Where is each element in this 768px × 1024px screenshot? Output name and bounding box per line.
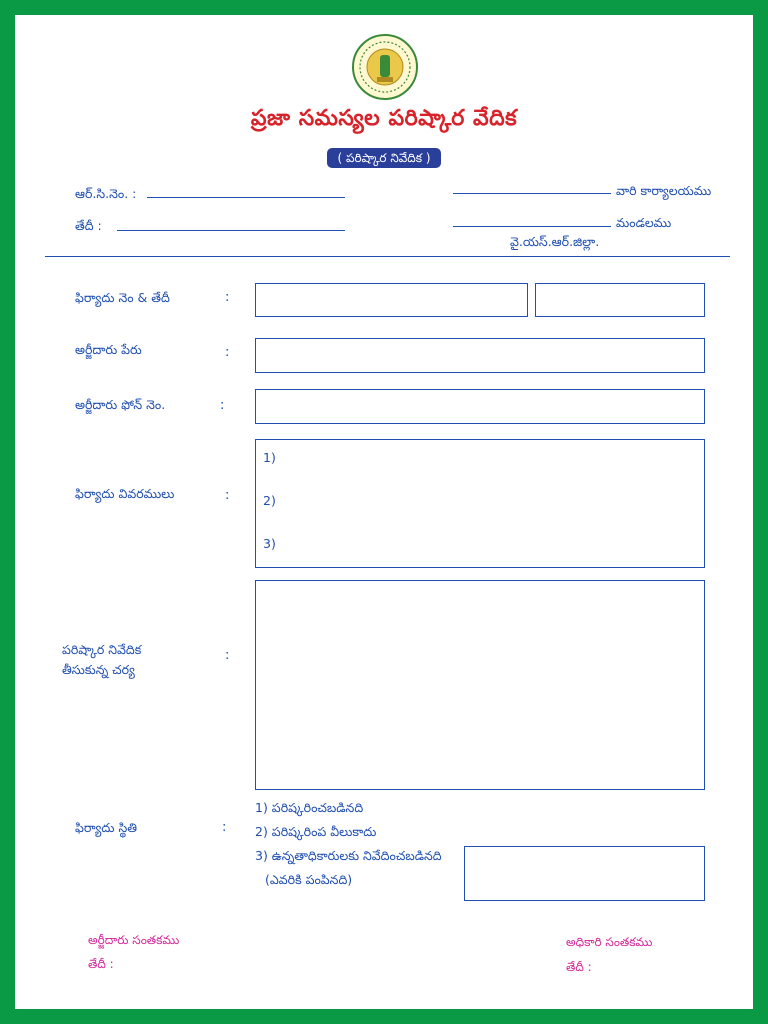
applicant-signature-label: అర్జీదారు సంతకము — [88, 933, 180, 947]
section-divider — [45, 256, 730, 257]
applicant-name-label: అర్జీదారు పేరు — [75, 342, 142, 357]
report-subtitle-badge: ( పరిష్కార నివేదిక ) — [327, 148, 440, 168]
colon: : — [225, 345, 230, 360]
applicant-phone-label: అర్జీదారు ఫోన్ నెం. — [75, 397, 166, 412]
forwarded-to-field[interactable] — [464, 846, 705, 901]
officer-date-label: తేదీ : — [566, 960, 592, 974]
colon: : — [225, 648, 230, 663]
rc-no-label: ఆర్.సి.నెం. : — [75, 186, 137, 201]
details-item-3: 3) — [263, 536, 276, 551]
state-emblem-icon — [351, 33, 419, 101]
action-label-line2: తీసుకున్న చర్య — [62, 662, 135, 677]
subtitle-wrap — [0, 147, 768, 168]
status-option-1[interactable]: 1) పరిష్కరించబడినది — [255, 800, 364, 815]
mandal-label: మండలము — [616, 215, 672, 230]
officer-signature-label: అధికారి సంతకము — [566, 935, 653, 949]
status-option-2[interactable]: 2) పరిష్కరింప వీలుకాదు — [255, 824, 377, 839]
complaint-details-field[interactable] — [255, 439, 705, 568]
details-item-1: 1) — [263, 450, 276, 465]
complaint-details-label: ఫిర్యాదు వివరములు — [75, 486, 175, 501]
complaint-no-date-label: ఫిర్యాదు నెం & తేదీ — [75, 290, 170, 305]
details-item-2: 2) — [263, 493, 276, 508]
colon: : — [225, 290, 230, 305]
office-line[interactable] — [453, 193, 611, 194]
colon: : — [225, 488, 230, 503]
date-line[interactable] — [117, 230, 345, 231]
complaint-no-field[interactable] — [255, 283, 528, 317]
rc-no-line[interactable] — [147, 197, 345, 198]
district-label: వై.యస్.ఆర్.జిల్లా. — [510, 234, 600, 249]
complaint-date-field[interactable] — [535, 283, 705, 317]
applicant-date-label: తేదీ : — [88, 957, 114, 971]
action-taken-field[interactable] — [255, 580, 705, 790]
status-option-3[interactable]: 3) ఉన్నతాధికారులకు నివేదించబడినది — [255, 848, 442, 863]
status-label: ఫిర్యాదు స్థితి — [75, 820, 137, 835]
colon: : — [222, 820, 227, 835]
office-label: వారి కార్యాలయము — [616, 183, 712, 198]
date-label: తేదీ : — [75, 218, 102, 233]
applicant-name-field[interactable] — [255, 338, 705, 373]
mandal-line[interactable] — [453, 226, 611, 227]
colon: : — [220, 398, 225, 413]
action-label-line1: పరిష్కార నివేదిక — [62, 642, 142, 657]
status-note: (ఎవరికి పంపినది) — [265, 872, 353, 887]
page-title: ప్రజా సమస్యల పరిష్కార వేదిక — [250, 106, 518, 131]
applicant-phone-field[interactable] — [255, 389, 705, 424]
